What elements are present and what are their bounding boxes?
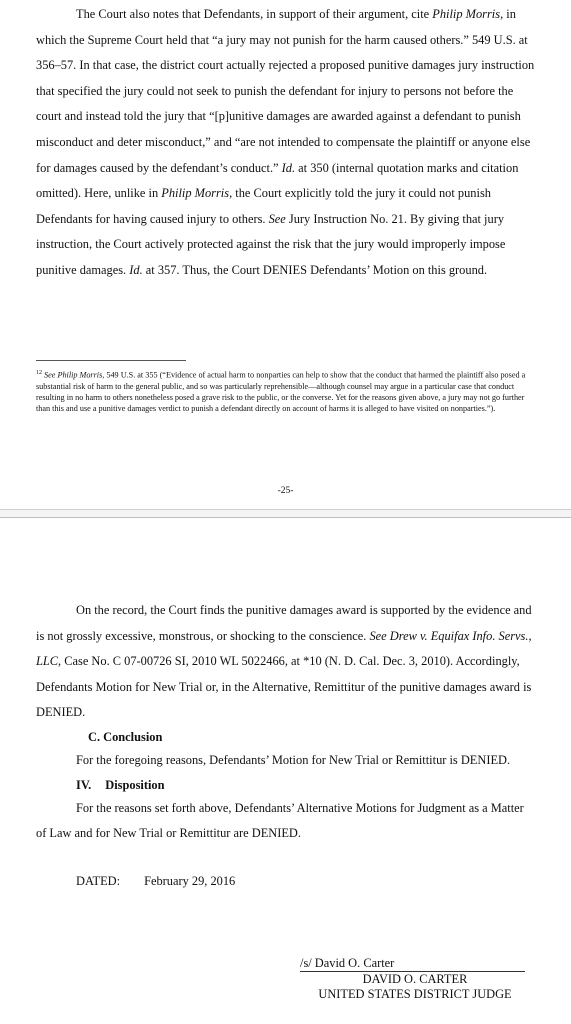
text-run: The Court also notes that Defendants, in support of their argument, cite	[76, 7, 433, 21]
footnote-case: See Philip Morris	[44, 370, 103, 380]
page-number: -25-	[277, 486, 294, 496]
text-run: , Case No. C 07-00726 SI, 2010 WL 5022466, at *10 (N. D. Cal. Dec. 3, 2010). Accordingly, Defendants Motion for New Trial or, in the Alternative, Remittitur of the punitive damages award is DENIED.	[36, 654, 532, 720]
paragraph-conclusion: For the foregoing reasons, Defendants’ Motion for New Trial or Remittitur is DENIED.	[76, 752, 511, 767]
text-run: at 350 (internal quotation marks and citation omitted). Here, unlike in	[36, 160, 519, 201]
page-25	[0, 0, 571, 505]
page-26	[0, 520, 571, 1024]
paragraph-philip-morris	[36, 2, 536, 284]
dated-line	[36, 869, 536, 895]
paragraph-punitive-award	[36, 598, 536, 726]
text-run: Jury Instruction No. 21. By giving that jury instruction, the Court actively protected against the risk that the jury would improperly impose punitive damages.	[36, 211, 506, 277]
footnote-divider	[36, 360, 186, 361]
text-run: , the Court explicitly told the jury it could not punish Defendants for having caused injury to others.	[36, 186, 491, 226]
citation-id: Id.	[281, 160, 296, 175]
signal-see: See	[369, 628, 387, 643]
text-run: at 357. Thus, the Court DENIES Defendants’ Motion on this ground.	[142, 262, 488, 277]
dated-value: February 29, 2016	[144, 873, 236, 888]
signature: /s/ David O. Carter	[300, 956, 395, 970]
judge-name: DAVID O. CARTER	[362, 972, 468, 986]
heading-number: IV.	[76, 777, 92, 792]
judge-title: UNITED STATES DISTRICT JUDGE	[318, 987, 512, 1001]
signal-see: See	[268, 211, 286, 226]
case-name: Drew v. Equifax Info. Servs., LLC	[36, 628, 532, 669]
case-name: Philip Morris	[432, 7, 501, 21]
heading-title: Disposition	[105, 777, 165, 792]
page-separator	[0, 509, 571, 518]
text-run: , in which the Supreme Court held that “a jury may not punish for the harm caused others.” 549 U.S. at 356–57. In that case, the district court actually rejected a proposed punitive damages jury instruction that specified the jury could not seek to punish the defendant for injury to persons not before the court and instead told the jury that “[p]unitive damages are awarded against a defendant to punish misconduct and deter misconduct,” and “are not intended to compensate the plaintiff or anyone else for damages caused by the defendant’s conduct.”	[36, 7, 535, 175]
footnote-number: 12	[36, 370, 42, 376]
text-run: On the record, the Court finds the punitive damages award is supported by the evidence and is not grossly excessive, monstrous, or shocking to the conscience.	[36, 603, 532, 643]
footnote-text: , 549 U.S. at 355 (“Evidence of actual harm to nonparties can help to show that the conduct that harmed the plaintiff also posed a substantial risk of harm to the general public, and so was particularly reprehensible—although counsel may argue in a particular case that conduct resulting in no harm to others nonetheless posed a grave risk to the public, or the converse. Yet for the reasons given above, a jury may not go further than this and use a punitive damages verdict to punish a defendant directly on account of harms it is alleged to have visited on nonparties.”).	[36, 370, 526, 413]
heading-disposition	[36, 774, 536, 796]
dated-label: DATED:	[76, 873, 121, 888]
case-name: Philip Morris	[161, 186, 230, 201]
citation-id: Id.	[129, 262, 143, 277]
page-26-body	[36, 598, 536, 894]
footnote-12	[36, 368, 526, 414]
signature-block	[300, 955, 530, 1002]
heading-conclusion: C. Conclusion	[88, 729, 163, 744]
paragraph-disposition: For the reasons set forth above, Defendants’ Alternative Motions for Judgment as a Matter of Law and for New Trial or Remittitur are DENIED.	[36, 800, 524, 841]
